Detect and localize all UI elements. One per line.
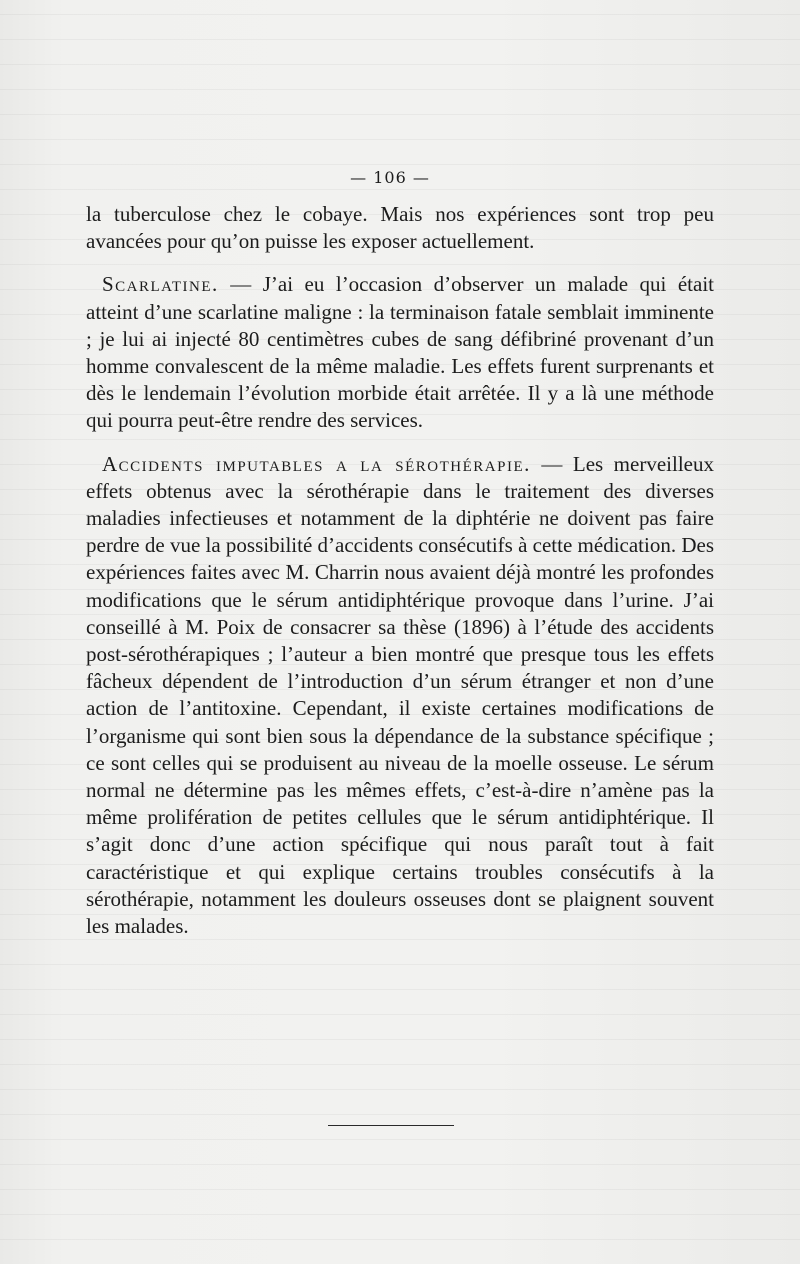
paragraph-accidents-text: — Les merveilleux effets obtenus avec la sérothérapie dans le traitement des diverses maladies infectieuses et notamment de la diphtérie ne doivent pas faire perdre de vue la possibilité d’accidents consécutifs à cette médication. Des expériences faites avec M. Charrin nous avaient déjà montré les profondes modifications que le sérum antidiphtérique provoque dans l’urine. J’ai conseillé à M. Poix de consacrer sa thèse (1896) à l’étude des accidents post-sérothérapiques ; l’auteur a bien montré que presque tous les effets fâcheux dépendent de l’introduction d’un sérum étranger et non d’une action de l’antitoxine. Cependant, il existe certaines modifications de l’organisme qui sont bien sous la dépendance de la substance spécifique ; ce sont celles qui se produisent au niveau de la moelle osseuse. Le sérum normal ne détermine pas les mêmes effets, c’est-à-dire n’amène pas la même prolifération de petites cellules que le sérum antidiphtérique. Il s’agit donc d’une action spécifique qui nous paraît tout à fait caractéristique et qui explique certains troubles consécutifs à la sérothérapie, notamment les douleurs osseuses dont se plaignent souvent les malades. (86, 451, 715, 939)
section-heading-scarlatine: Scarlatine. (102, 272, 219, 297)
paragraph-accidents (86, 451, 714, 941)
paragraph-scarlatine (86, 271, 714, 434)
section-heading-accidents: Accidents imputables a la sérothérapie. (102, 451, 531, 476)
section-end-rule (328, 1125, 454, 1126)
body-text (86, 201, 714, 940)
paragraph-scarlatine-text: — J’ai eu l’occasion d’observer un malade qui était atteint d’une scarlatine maligne : la terminaison fatale semblait imminente ; je lui ai injecté 80 centimètres cubes de sang défibriné provenant d’un homme convalescent de la même maladie. Les effets furent surprenants et dès le lendemain l’évolution morbide était arrêtée. Il y a là une méthode qui pourra peut-être rendre des services. (86, 272, 714, 433)
page-number: — 106 — (350, 168, 430, 187)
paragraph-continuation: la tuberculose chez le cobaye. Mais nos expériences sont trop peu avancées pour qu’on puisse les exposer actuellement. (86, 202, 714, 254)
